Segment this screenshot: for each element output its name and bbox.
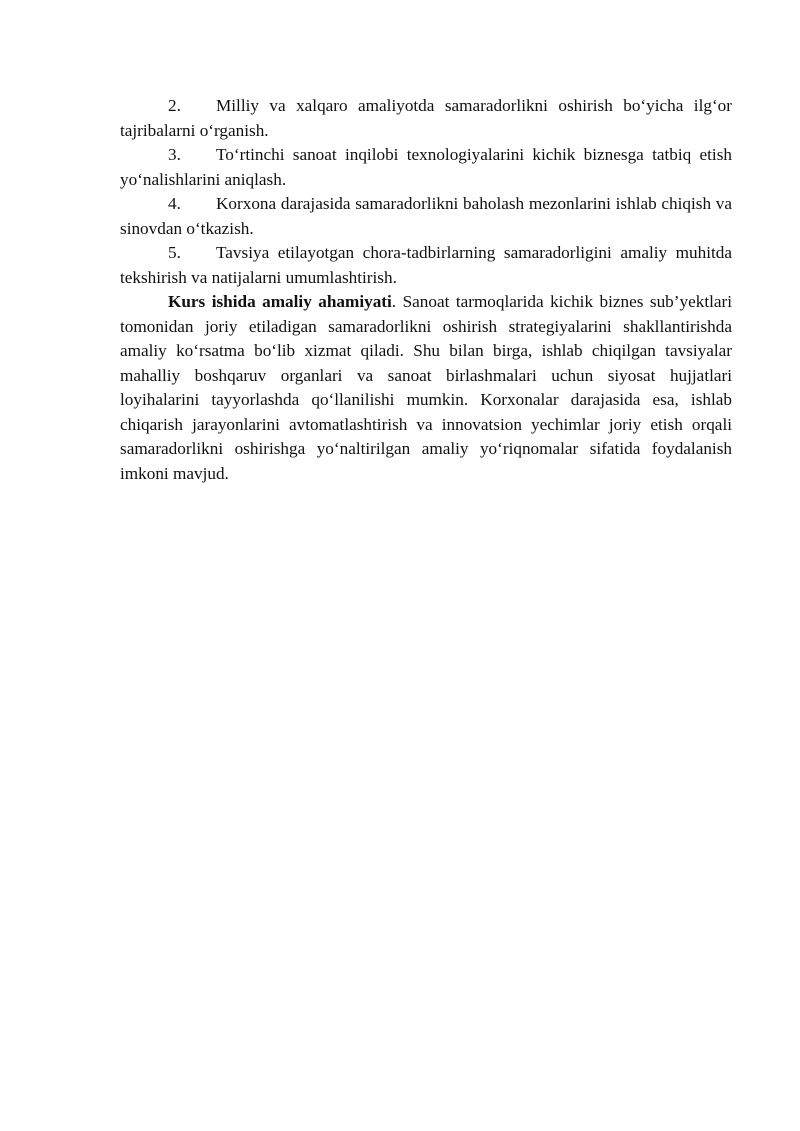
list-item-text: Milliy va xalqaro amaliyotda samaradorlikni oshirish bo‘yicha ilg‘or tajribalarni o‘rganish. — [120, 96, 732, 140]
list-item-3 — [120, 143, 732, 192]
practical-significance-paragraph — [120, 290, 732, 486]
list-item-2 — [120, 94, 732, 143]
document-body — [120, 94, 732, 486]
practical-significance-heading: Kurs ishida amaliy ahamiyati — [168, 292, 392, 311]
list-item-text: Korxona darajasida samaradorlikni baholash mezonlarini ishlab chiqish va sinovdan o‘tkazish. — [120, 194, 732, 238]
practical-significance-text: . Sanoat tarmoqlarida kichik biznes sub’yektlari tomonidan joriy etiladigan samaradorlikni oshirish strategiyalarini shakllantirishda amaliy ko‘rsatma bo‘lib xizmat qiladi. Shu bilan birga, ishlab chiqilgan tavsiyalar mahalliy boshqaruv organlari va sanoat birlashmalari uchun siyosat hujjatlari loyihalarini tayyorlashda qo‘llanilishi mumkin. Korxonalar darajasida esa, ishlab chiqarish jarayonlarini avtomatlashtirish va innovatsion yechimlar joriy etish orqali samaradorlikni oshirishga yo‘naltirilgan amaliy yo‘riqnomalar sifatida foydalanish imkoni mavjud. — [120, 292, 732, 483]
list-item-text: To‘rtinchi sanoat inqilobi texnologiyalarini kichik biznesga tatbiq etish yo‘nalishlarini aniqlash. — [120, 145, 732, 189]
list-item-number: 2. — [168, 96, 181, 115]
list-item-number: 3. — [168, 145, 181, 164]
list-item-5 — [120, 241, 732, 290]
list-item-4 — [120, 192, 732, 241]
list-item-number: 5. — [168, 243, 181, 262]
list-item-text: Tavsiya etilayotgan chora-tadbirlarning samaradorligini amaliy muhitda tekshirish va natijalarni umumlashtirish. — [120, 243, 732, 287]
list-item-number: 4. — [168, 194, 181, 213]
